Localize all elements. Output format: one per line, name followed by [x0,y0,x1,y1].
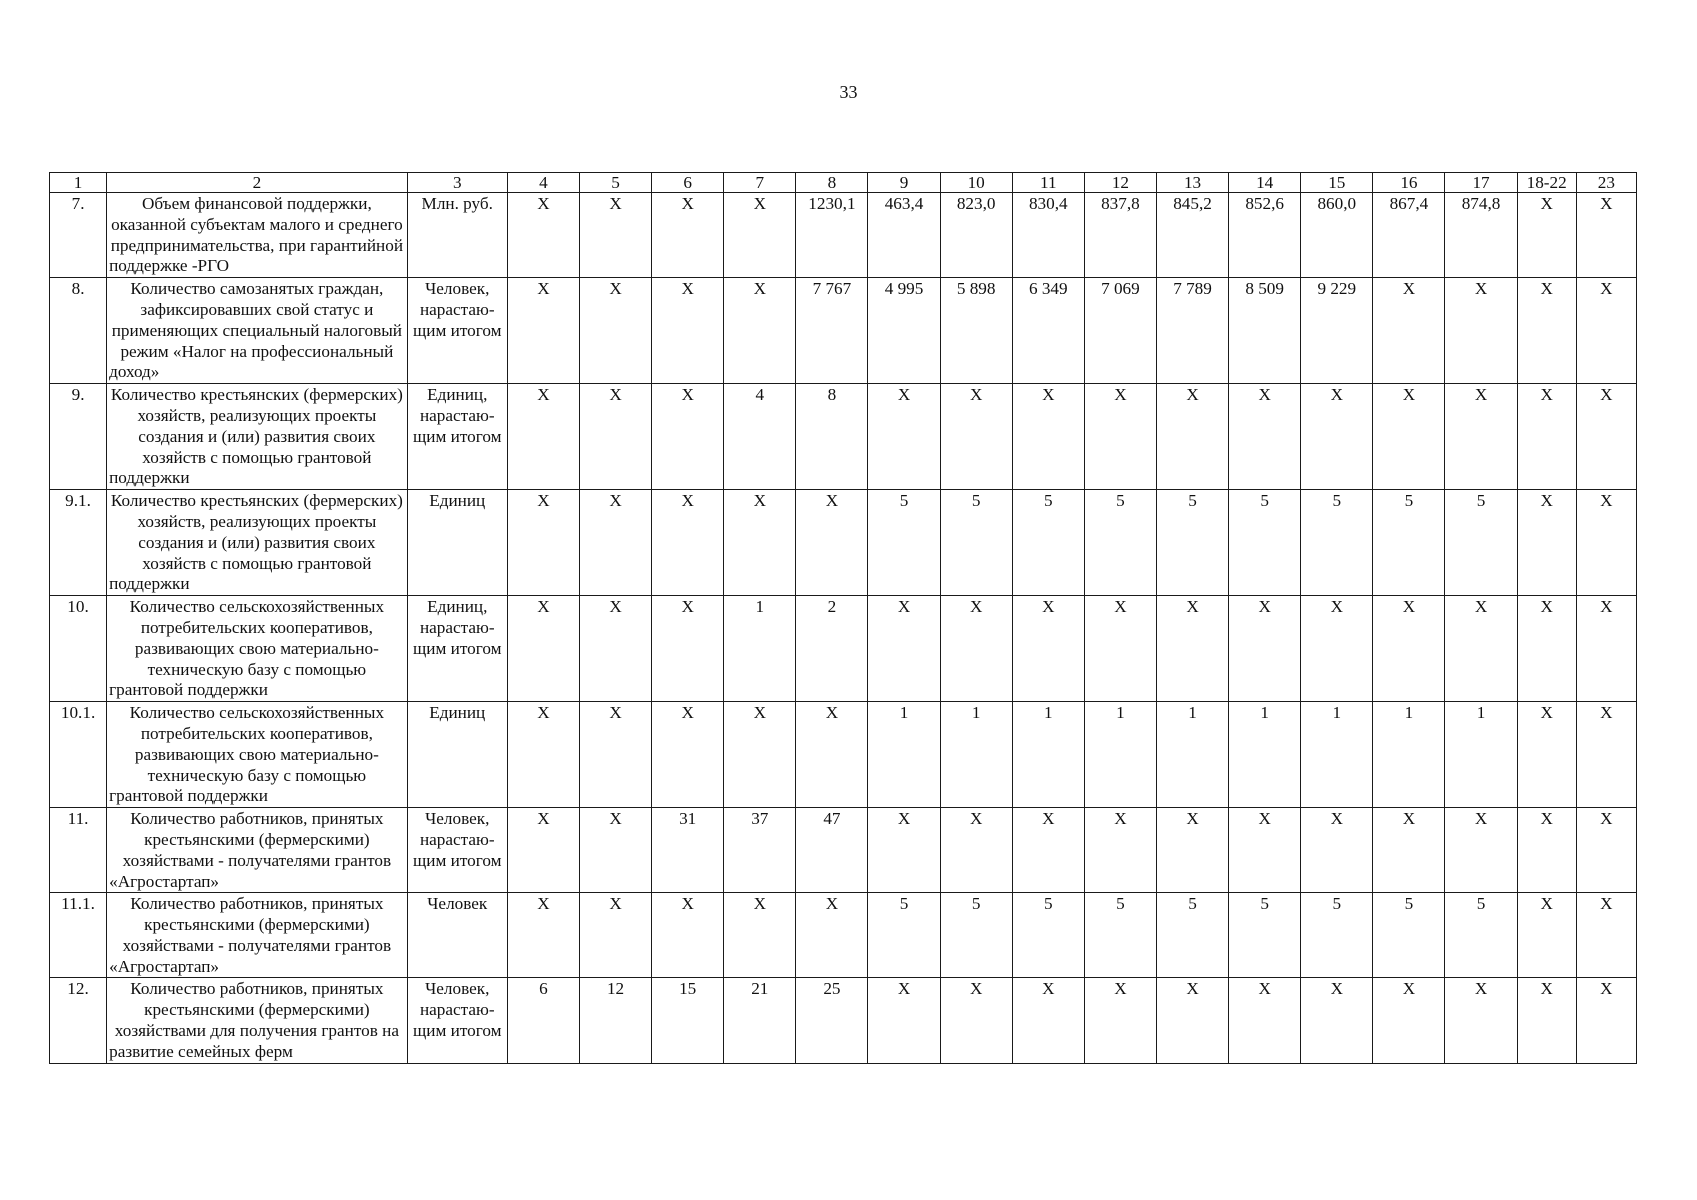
column-header: 11 [1012,173,1084,193]
column-header: 23 [1576,173,1636,193]
value-cell: Х [1229,596,1301,702]
value-cell: 1 [1229,702,1301,808]
table-row [50,278,1637,384]
value-cell: Х [1012,384,1084,490]
value-cell: 7 789 [1156,278,1228,384]
value-cell: Х [1445,808,1517,893]
value-cell: Х [940,808,1012,893]
value-cell: Х [1576,193,1636,278]
value-cell: Х [507,702,579,808]
column-header: 10 [940,173,1012,193]
value-cell: Х [1517,193,1576,278]
value-cell: 1 [724,596,796,702]
value-cell: 5 [1229,490,1301,596]
value-cell: 860,0 [1301,193,1373,278]
value-cell: Х [796,490,868,596]
row-number: 11.1. [50,893,107,978]
value-cell: Х [1084,978,1156,1063]
value-cell: Х [507,193,579,278]
value-cell: 5 [1373,490,1445,596]
value-cell: Х [1576,596,1636,702]
value-cell: Х [579,384,651,490]
column-header: 18-22 [1517,173,1576,193]
value-cell: 5 [1156,893,1228,978]
value-cell: Х [1576,490,1636,596]
value-cell: Х [1012,808,1084,893]
indicator-name: Объем финансовой поддержки, оказанной субъектам малого и среднего предпринимательства, при гарантийной поддержке -РГО [107,193,408,278]
value-cell: 15 [652,978,724,1063]
unit-of-measure: Единиц [407,702,507,808]
value-cell: Х [868,596,940,702]
column-header: 17 [1445,173,1517,193]
value-cell: Х [1576,893,1636,978]
value-cell: 7 069 [1084,278,1156,384]
unit-of-measure: Человек, нарастаю-щим итогом [407,808,507,893]
value-cell: Х [1576,808,1636,893]
value-cell: 9 229 [1301,278,1373,384]
value-cell: Х [1229,384,1301,490]
value-cell: Х [1576,384,1636,490]
value-cell: Х [507,808,579,893]
table-row [50,384,1637,490]
unit-of-measure: Единиц [407,490,507,596]
value-cell: 5 [1012,490,1084,596]
row-number: 9. [50,384,107,490]
value-cell: Х [940,978,1012,1063]
value-cell: Х [1517,978,1576,1063]
row-number: 9.1. [50,490,107,596]
indicator-name: Количество сельскохозяйственных потребительских кооперативов, развивающих свою материально-техническую базу с помощью грантовой поддержки [107,596,408,702]
value-cell: 1 [940,702,1012,808]
value-cell: Х [1156,596,1228,702]
value-cell: 5 [1156,490,1228,596]
unit-of-measure: Единиц, нарастаю-щим итогом [407,384,507,490]
column-header: 9 [868,173,940,193]
value-cell: Х [1373,808,1445,893]
indicator-name: Количество сельскохозяйственных потребительских кооперативов, развивающих свою материально-техническую базу с помощью грантовой поддержки [107,702,408,808]
value-cell: 823,0 [940,193,1012,278]
value-cell: Х [724,490,796,596]
value-cell: Х [579,193,651,278]
value-cell: Х [1517,702,1576,808]
column-header: 13 [1156,173,1228,193]
value-cell: 837,8 [1084,193,1156,278]
value-cell: Х [1084,596,1156,702]
value-cell: 47 [796,808,868,893]
value-cell: 31 [652,808,724,893]
row-number: 8. [50,278,107,384]
table-row [50,193,1637,278]
value-cell: 7 767 [796,278,868,384]
value-cell: 1 [1084,702,1156,808]
unit-of-measure: Млн. руб. [407,193,507,278]
value-cell: 21 [724,978,796,1063]
table-row [50,978,1637,1063]
indicator-name: Количество крестьянских (фермерских) хозяйств, реализующих проекты создания и (или) развития своих хозяйств с помощью грантовой поддержки [107,490,408,596]
column-header: 2 [107,173,408,193]
indicator-name: Количество крестьянских (фермерских) хозяйств, реализующих проекты создания и (или) развития своих хозяйств с помощью грантовой поддержки [107,384,408,490]
value-cell: 5 [868,893,940,978]
value-cell: Х [1517,278,1576,384]
value-cell: Х [1012,978,1084,1063]
value-cell: 852,6 [1229,193,1301,278]
value-cell: 463,4 [868,193,940,278]
value-cell: Х [1301,978,1373,1063]
value-cell: Х [796,893,868,978]
indicator-name: Количество работников, принятых крестьянскими (фермерскими) хозяйствами - получателями грантов «Агростартап» [107,893,408,978]
value-cell: 1230,1 [796,193,868,278]
value-cell: Х [1229,978,1301,1063]
value-cell: 5 898 [940,278,1012,384]
column-header: 15 [1301,173,1373,193]
column-header: 7 [724,173,796,193]
value-cell: Х [796,702,868,808]
value-cell: Х [652,893,724,978]
column-header: 16 [1373,173,1445,193]
value-cell: 6 [507,978,579,1063]
value-cell: 8 [796,384,868,490]
value-cell: Х [652,193,724,278]
table-row [50,808,1637,893]
value-cell: 2 [796,596,868,702]
value-cell: Х [579,808,651,893]
value-cell: 830,4 [1012,193,1084,278]
value-cell: Х [868,384,940,490]
value-cell: Х [1445,978,1517,1063]
value-cell: Х [579,596,651,702]
value-cell: Х [1517,490,1576,596]
value-cell: Х [724,278,796,384]
value-cell: Х [507,278,579,384]
value-cell: 5 [1445,893,1517,978]
value-cell: Х [1576,978,1636,1063]
table-header [50,173,1637,193]
value-cell: Х [1517,596,1576,702]
value-cell: 5 [940,893,1012,978]
indicator-name: Количество работников, принятых крестьянскими (фермерскими) хозяйствами - получателями грантов «Агростартап» [107,808,408,893]
header-row [50,173,1637,193]
value-cell: Х [1301,596,1373,702]
value-cell: 5 [1445,490,1517,596]
unit-of-measure: Единиц, нарастаю-щим итогом [407,596,507,702]
value-cell: 5 [868,490,940,596]
value-cell: Х [579,278,651,384]
column-header: 12 [1084,173,1156,193]
value-cell: Х [1445,596,1517,702]
value-cell: Х [579,702,651,808]
value-cell: 5 [1012,893,1084,978]
value-cell: 874,8 [1445,193,1517,278]
row-number: 10. [50,596,107,702]
value-cell: Х [507,893,579,978]
value-cell: Х [868,978,940,1063]
value-cell: Х [1156,978,1228,1063]
value-cell: 4 995 [868,278,940,384]
value-cell: 1 [868,702,940,808]
column-header: 1 [50,173,107,193]
value-cell: Х [940,384,1012,490]
column-header: 14 [1229,173,1301,193]
row-number: 12. [50,978,107,1063]
table-row [50,702,1637,808]
value-cell: Х [724,702,796,808]
value-cell: 6 349 [1012,278,1084,384]
column-header: 5 [579,173,651,193]
value-cell: Х [507,384,579,490]
value-cell: Х [507,490,579,596]
indicator-name: Количество работников, принятых крестьянскими (фермерскими) хозяйствами для получения грантов на развитие семейных ферм [107,978,408,1063]
unit-of-measure: Человек [407,893,507,978]
value-cell: Х [724,893,796,978]
unit-of-measure: Человек, нарастаю-щим итогом [407,978,507,1063]
value-cell: Х [868,808,940,893]
value-cell: Х [1373,384,1445,490]
value-cell: Х [1445,384,1517,490]
value-cell: Х [1576,702,1636,808]
value-cell: 5 [1084,490,1156,596]
row-number: 10.1. [50,702,107,808]
value-cell: 12 [579,978,651,1063]
value-cell: 1 [1012,702,1084,808]
value-cell: 1 [1301,702,1373,808]
column-header: 3 [407,173,507,193]
unit-of-measure: Человек, нарастаю-щим итогом [407,278,507,384]
value-cell: Х [652,384,724,490]
value-cell: Х [652,490,724,596]
value-cell: Х [579,893,651,978]
value-cell: Х [579,490,651,596]
value-cell: Х [652,596,724,702]
value-cell: Х [1012,596,1084,702]
value-cell: 4 [724,384,796,490]
column-header: 8 [796,173,868,193]
value-cell: 1 [1156,702,1228,808]
value-cell: 1 [1373,702,1445,808]
value-cell: 845,2 [1156,193,1228,278]
value-cell: 5 [1373,893,1445,978]
page-number: 33 [839,82,858,102]
value-cell: Х [1517,808,1576,893]
column-header: 4 [507,173,579,193]
value-cell: 867,4 [1373,193,1445,278]
value-cell: 1 [1445,702,1517,808]
value-cell: 25 [796,978,868,1063]
value-cell: Х [1373,978,1445,1063]
value-cell: Х [1576,278,1636,384]
value-cell: Х [1517,384,1576,490]
value-cell: Х [1301,808,1373,893]
value-cell: Х [652,702,724,808]
value-cell: 5 [940,490,1012,596]
value-cell: Х [507,596,579,702]
table-body [50,193,1637,1064]
value-cell: 5 [1301,490,1373,596]
value-cell: Х [1301,384,1373,490]
value-cell: 5 [1084,893,1156,978]
value-cell: Х [652,278,724,384]
table-row [50,490,1637,596]
value-cell: Х [1084,384,1156,490]
table-row [50,893,1637,978]
value-cell: Х [940,596,1012,702]
value-cell: Х [1373,278,1445,384]
value-cell: Х [1229,808,1301,893]
column-header: 6 [652,173,724,193]
value-cell: Х [724,193,796,278]
table-row [50,596,1637,702]
value-cell: Х [1084,808,1156,893]
value-cell: Х [1445,278,1517,384]
value-cell: 8 509 [1229,278,1301,384]
value-cell: Х [1517,893,1576,978]
indicator-name: Количество самозанятых граждан, зафиксировавших свой статус и применяющих специальный налоговый режим «Налог на профессиональный доход» [107,278,408,384]
value-cell: 5 [1229,893,1301,978]
value-cell: 5 [1301,893,1373,978]
row-number: 11. [50,808,107,893]
value-cell: Х [1373,596,1445,702]
indicators-table [49,172,1637,1064]
row-number: 7. [50,193,107,278]
value-cell: 37 [724,808,796,893]
value-cell: Х [1156,808,1228,893]
value-cell: Х [1156,384,1228,490]
